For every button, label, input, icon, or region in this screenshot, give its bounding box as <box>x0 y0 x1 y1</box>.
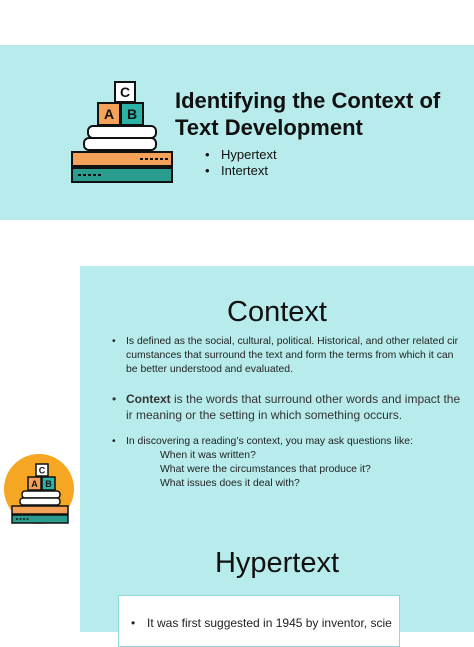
context-question: What were the circumstances that produce it? <box>160 464 371 475</box>
context-question: When it was written? <box>160 450 256 461</box>
title-slide <box>0 45 474 220</box>
hypertext-card <box>118 595 400 647</box>
context-meaning <box>112 391 462 423</box>
hypertext-slide <box>80 533 474 632</box>
context-questions-intro: • In discovering a reading’s context, you may ask questions like: <box>112 435 462 449</box>
svg-text:C: C <box>38 465 46 476</box>
abc-books-icon <box>70 80 175 235</box>
context-question: What issues does it deal with? <box>160 478 300 489</box>
context-title: Context <box>227 296 327 328</box>
topic-item: • Intertext <box>205 163 277 179</box>
hypertext-bullet: • It was first suggested in 1945 by inventor, scie <box>131 616 392 630</box>
slide-title: Identifying the Context of Text Development <box>175 88 441 140</box>
context-bold-term: Context <box>126 392 171 406</box>
context-meaning-text: is the words that surround other words and impact their meaning or the setting in which something occurs. <box>126 392 461 422</box>
abc-books-small-icon <box>10 462 70 527</box>
svg-text:A: A <box>103 106 115 122</box>
svg-text:B: B <box>126 106 138 122</box>
context-body <box>112 335 462 491</box>
topic-item: • Hypertext <box>205 147 277 163</box>
context-definition: • Is defined as the social, cultural, political. Historical, and other related circumstances that surround the text and form the terms from which it can be better understood and evaluated. <box>112 335 462 377</box>
svg-text:C: C <box>119 84 131 100</box>
svg-text:A: A <box>31 479 38 489</box>
hypertext-title: Hypertext <box>214 547 340 579</box>
svg-text:B: B <box>45 479 52 489</box>
context-slide <box>80 266 474 534</box>
topic-list <box>205 147 277 179</box>
